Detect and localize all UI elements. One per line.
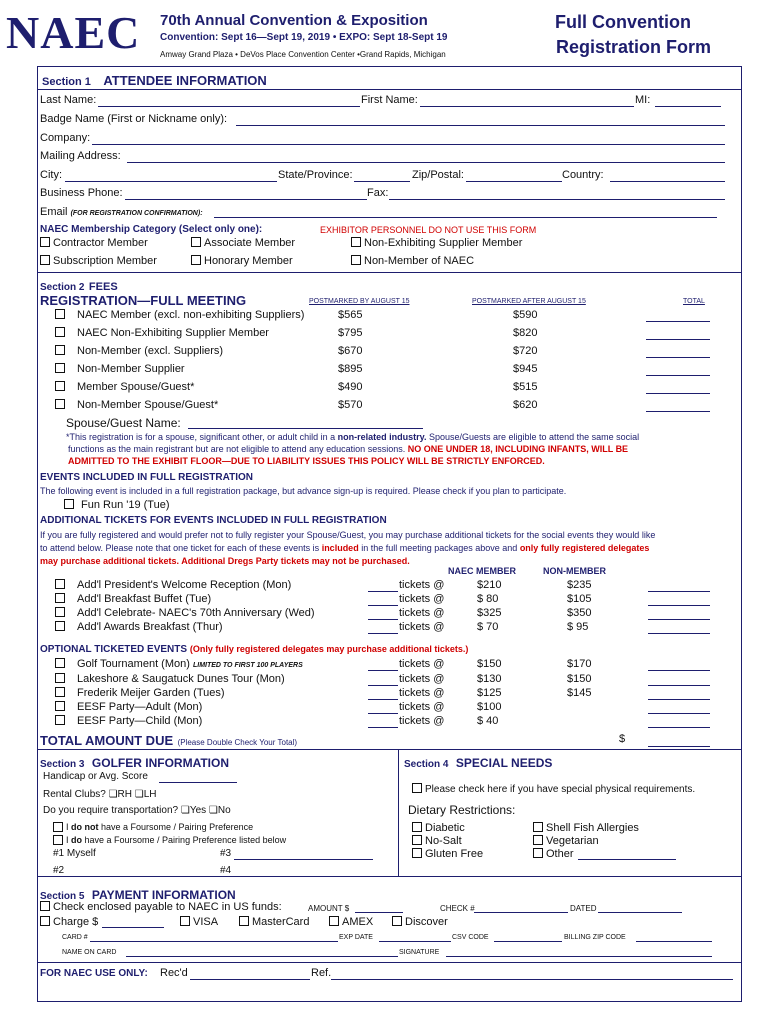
checkbox-icon[interactable] [351,237,361,247]
checkbox-icon[interactable] [180,916,190,926]
checkbox-icon[interactable] [55,309,65,319]
diabetic-option[interactable]: Diabetic [412,822,465,834]
mastercard-option[interactable]: MasterCard [239,916,309,928]
spouse-note-line3: ADMITTED TO THE EXHIBIT FLOOR—DUE TO LIABILITY ISSUES THIS POLICY WILL BE STRICTLY ENFORCED. [68,456,545,466]
dated-label: DATED [570,904,597,913]
tickets-at-label: tickets @ [399,607,445,619]
price-postmarked-after: $820 [513,327,538,339]
checkbox-icon[interactable] [55,658,65,668]
non-member-price: $105 [567,593,592,605]
check-number-field[interactable] [474,912,568,913]
registration-total-field[interactable] [646,411,710,412]
billing-zip-label: BILLING ZIP CODE [564,934,626,941]
registration-option-label: NAEC Member (excl. non-exhibiting Suppliers) [77,309,305,321]
member-price: $130 [477,673,502,685]
ticket-quantity-field[interactable] [368,633,398,634]
subscription-member-option[interactable]: Subscription Member [40,255,157,267]
exp-date-label: EXP DATE [339,934,373,941]
optional-event-label: Lakeshore & Saugatuck Dunes Tour (Mon) [77,673,285,685]
pairing-3-field[interactable] [234,859,373,860]
card-number-field[interactable] [90,941,338,942]
ticket-total-field[interactable] [648,619,710,620]
fax-field[interactable] [389,199,725,200]
pairing-4-label: #4 [220,865,232,876]
spouse-note-line2: functions as the main registrant but are not eligible to attend any education sessions. NO ONE UNDER 18, INCLUDING INFANTS, WILL BE [68,444,629,454]
section-divider [398,749,399,876]
checkbox-icon[interactable] [55,593,65,603]
registration-total-field[interactable] [646,321,710,322]
non-member-price: $ 95 [567,621,589,633]
checkbox-icon[interactable] [351,255,361,265]
registration-option[interactable] [55,381,194,393]
section5-heading: Section 5 PAYMENT INFORMATION [40,888,236,902]
office-use-rule [37,962,741,963]
checkbox-icon[interactable] [55,701,65,711]
reference-label: Ref. [311,967,332,979]
city-field[interactable] [65,181,277,182]
visa-option[interactable]: VISA [180,916,218,928]
zip-field[interactable] [466,181,562,182]
name-on-card-field[interactable] [126,956,398,957]
member-price: $ 80 [477,593,499,605]
vegetarian-option[interactable]: Vegetarian [533,835,599,847]
state-label: State/Province: [278,169,353,181]
contractor-member-option[interactable]: Contractor Member [40,237,148,249]
name-on-card-label: NAME ON CARD [62,949,117,956]
spouse-guest-name-label: Spouse/Guest Name: [66,416,181,430]
tickets-at-label: tickets @ [399,658,445,670]
registration-total-field[interactable] [646,375,710,376]
check-enclosed-option[interactable]: Check enclosed payable to NAEC in US funds: [40,901,282,913]
checkbox-icon[interactable] [239,916,249,926]
checkbox-icon[interactable] [55,715,65,725]
ticket-total-field[interactable] [648,713,710,714]
price-postmarked-after: $620 [513,399,538,411]
pairing-1-label: #1 Myself [53,848,96,859]
non-member-price: $150 [567,673,592,685]
registration-full-meeting-heading: REGISTRATION—FULL MEETING [40,293,247,308]
additional-ticket-option[interactable] [55,593,211,605]
registration-option[interactable] [55,327,269,339]
naec-logo: NAEC [6,7,141,58]
registration-total-field[interactable] [646,393,710,394]
member-price: $325 [477,607,502,619]
checkbox-icon[interactable] [55,607,65,617]
checkbox-icon[interactable] [533,835,543,845]
non-member-option[interactable]: Non-Member of NAEC [351,255,474,267]
section3-rule [37,749,741,750]
checkbox-icon[interactable] [191,255,201,265]
optional-event-option[interactable] [55,658,303,670]
registration-option-label: NAEC Non-Exhibiting Supplier Member [77,327,269,339]
country-field[interactable] [610,181,725,182]
pairing-3-label: #3 [220,848,232,859]
additional-ticket-label: Add'l President's Welcome Reception (Mon) [77,579,292,591]
convention-venue: Amway Grand Plaza • DeVos Place Convention Center •Grand Rapids, Michigan [160,50,446,59]
rental-clubs-option[interactable]: Rental Clubs? ❏RH ❏LH [43,789,157,800]
associate-member-option[interactable]: Associate Member [191,237,295,249]
membership-category-label: NAEC Membership Category (Select only one): [40,224,263,235]
registration-option-label: Non-Member Spouse/Guest* [77,399,219,411]
gluten-free-option[interactable]: Gluten Free [412,848,483,860]
registration-option[interactable] [55,345,223,357]
total-amount-field[interactable] [648,746,710,747]
member-price: $100 [477,701,502,713]
last-name-field[interactable] [98,106,360,107]
non-member-price: $235 [567,579,592,591]
checkbox-icon[interactable] [533,848,543,858]
business-phone-field[interactable] [125,199,367,200]
shellfish-option[interactable]: Shell Fish Allergies [533,822,639,834]
transportation-option[interactable]: Do you require transportation? ❏Yes ❏No [43,805,231,816]
tickets-at-label: tickets @ [399,715,445,727]
checkbox-icon[interactable] [55,381,65,391]
spouse-guest-name-field[interactable] [188,428,423,429]
member-price: $125 [477,687,502,699]
tickets-at-label: tickets @ [399,701,445,713]
tickets-at-label: tickets @ [399,621,445,633]
other-option[interactable]: Other [533,848,574,860]
optional-event-label: Frederik Meijer Garden (Tues) [77,687,225,699]
non-member-price: $170 [567,658,592,670]
country-label: Country: [562,169,604,181]
spouse-note-line1: *This registration is for a spouse, significant other, or adult child in a non-related industry. Spouse/Guests are eligible to attend the same social [66,432,640,442]
fun-run-option[interactable]: Fun Run '19 (Tue) [64,499,170,511]
registration-option[interactable] [55,363,185,375]
checkbox-icon[interactable] [533,822,543,832]
email-field[interactable] [214,217,717,218]
tickets-at-label: tickets @ [399,687,445,699]
naec-member-header: NAEC MEMBER [448,566,517,576]
checkbox-icon[interactable] [412,822,422,832]
amount-field[interactable] [355,912,403,913]
ticket-total-field[interactable] [648,727,710,728]
optional-event-option[interactable] [55,715,202,727]
checkbox-icon[interactable] [412,783,422,793]
section2-rule [37,272,741,273]
exhibitor-warning: EXHIBITOR PERSONNEL DO NOT USE THIS FORM [320,225,537,235]
exp-date-field[interactable] [379,941,451,942]
optional-event-label: Golf Tournament (Mon) LIMITED TO FIRST 100 PLAYERS [77,658,303,670]
price-postmarked-after: $720 [513,345,538,357]
ticket-total-field[interactable] [648,685,710,686]
mi-field[interactable] [655,106,721,107]
no-foursome-option[interactable]: I do not have a Foursome / Pairing Preference [53,822,253,833]
received-field[interactable] [190,979,310,980]
checkbox-icon[interactable] [64,499,74,509]
checkbox-icon[interactable] [53,835,63,845]
has-foursome-option[interactable]: I do have a Foursome / Pairing Preference listed below [53,835,286,846]
price-postmarked-by: $670 [338,345,363,357]
optional-event-option[interactable] [55,687,225,699]
price-postmarked-after: $945 [513,363,538,375]
ticket-quantity-field[interactable] [368,619,398,620]
checkbox-icon[interactable] [412,848,422,858]
additional-tickets-line1: If you are fully registered and would prefer not to fully register your Spouse/Guest, you may purchase additional tickets for the social events they would like [40,530,656,540]
ticket-quantity-field[interactable] [368,591,398,592]
first-name-field[interactable] [420,106,634,107]
other-field[interactable] [578,859,676,860]
tickets-at-label: tickets @ [399,579,445,591]
price-postmarked-by: $795 [338,327,363,339]
checkbox-icon[interactable] [40,255,50,265]
additional-ticket-label: Add'l Celebrate- NAEC's 70th Anniversary (Wed) [77,607,315,619]
mailing-address-field[interactable] [127,162,725,163]
total-dollar-sign: $ [619,733,626,745]
received-label: Rec'd [160,967,188,979]
dated-field[interactable] [598,912,682,913]
registration-total-field[interactable] [646,357,710,358]
additional-ticket-option[interactable] [55,579,291,591]
ticket-quantity-field[interactable] [368,670,398,671]
checkbox-icon[interactable] [55,579,65,589]
additional-ticket-option[interactable] [55,607,315,619]
office-use-label: FOR NAEC USE ONLY: [40,968,148,979]
section2-heading: Section 2 FEES [40,281,118,293]
registration-option-label: Non-Member Supplier [77,363,185,375]
registration-total-field[interactable] [646,339,710,340]
reference-field[interactable] [331,979,733,980]
section1-rule [37,89,741,90]
optional-events-heading: OPTIONAL TICKETED EVENTS (Only fully registered delegates may purchase additional tickets.) [40,644,469,655]
price-postmarked-after: $590 [513,309,538,321]
form-title-line2: Registration Form [556,37,712,57]
special-needs-option[interactable]: Please check here if you have special physical requirements. [412,784,695,795]
additional-tickets-line2: to attend below. Please note that one ticket for each of these events is included in the full meeting packages above and only fully registered delegates [40,543,650,553]
signature-label: SIGNATURE [399,949,440,956]
honorary-member-option[interactable]: Honorary Member [191,255,293,267]
ticket-total-field[interactable] [648,699,710,700]
charge-amount-field[interactable] [102,927,164,928]
zip-label: Zip/Postal: [412,169,464,181]
additional-ticket-label: Add'l Breakfast Buffet (Tue) [77,593,212,605]
non-exhibiting-supplier-option[interactable]: Non-Exhibiting Supplier Member [351,237,522,249]
badge-name-label: Badge Name (First or Nickname only): [40,113,228,125]
optional-event-label: EESF Party—Adult (Mon) [77,701,203,713]
amex-option[interactable]: AMEX [329,916,373,928]
member-price: $150 [477,658,502,670]
handicap-label: Handicap or Avg. Score [43,771,148,782]
member-price: $210 [477,579,502,591]
ticket-total-field[interactable] [648,670,710,671]
section3-heading: Section 3 GOLFER INFORMATION [40,756,230,770]
company-label: Company: [40,132,91,144]
checkbox-icon[interactable] [55,327,65,337]
first-name-label: First Name: [361,94,418,106]
price-postmarked-by: $895 [338,363,363,375]
business-phone-label: Business Phone: [40,187,123,199]
total-amount-due: TOTAL AMOUNT DUE (Please Double Check Your Total) [40,733,298,748]
tickets-at-label: tickets @ [399,593,445,605]
registration-option-label: Member Spouse/Guest* [77,381,195,393]
discover-option[interactable]: Discover [392,916,448,928]
ticket-total-field[interactable] [648,605,710,606]
events-included-heading: EVENTS INCLUDED IN FULL REGISTRATION [40,472,253,483]
postmarked-by-header: POSTMARKED BY AUGUST 15 [309,298,410,305]
mi-label: MI: [635,94,651,106]
checkbox-icon[interactable] [329,916,339,926]
convention-dates: Convention: Sept 16—Sept 19, 2019 • EXPO: Sept 18-Sept 19 [160,32,448,43]
total-header: TOTAL [683,298,705,305]
checkbox-icon[interactable] [392,916,402,926]
non-member-price: $350 [567,607,592,619]
fax-label: Fax: [367,187,389,199]
price-postmarked-after: $515 [513,381,538,393]
last-name-label: Last Name: [40,94,97,106]
registration-option-label: Non-Member (excl. Suppliers) [77,345,224,357]
charge-option[interactable]: Charge $ [40,916,98,928]
ticket-quantity-field[interactable] [368,727,398,728]
checkbox-icon[interactable] [55,363,65,373]
email-label: Email (FOR REGISTRATION CONFIRMATION): [40,206,203,218]
no-salt-option[interactable]: No-Salt [412,835,462,847]
additional-ticket-option[interactable] [55,621,223,633]
mailing-address-label: Mailing Address: [40,150,121,162]
non-member-price: $145 [567,687,592,699]
price-postmarked-by: $565 [338,309,363,321]
billing-zip-field[interactable] [636,941,712,942]
additional-ticket-label: Add'l Awards Breakfast (Thur) [77,621,223,633]
additional-tickets-heading: ADDITIONAL TICKETS FOR EVENTS INCLUDED IN FULL REGISTRATION [40,515,387,526]
checkbox-icon[interactable] [55,687,65,697]
csv-code-label: CSV CODE [452,934,489,941]
tickets-at-label: tickets @ [399,673,445,685]
postmarked-after-header: POSTMARKED AFTER AUGUST 15 [472,298,586,305]
ticket-total-field[interactable] [648,633,710,634]
price-postmarked-by: $570 [338,399,363,411]
form-title-line1: Full Convention [555,12,691,32]
city-label: City: [40,169,62,181]
section5-rule [37,876,741,877]
signature-field[interactable] [446,956,712,957]
checkbox-icon[interactable] [55,621,65,631]
state-field[interactable] [354,181,410,182]
pairing-2-label: #2 [53,865,65,876]
non-member-header: NON-MEMBER [543,566,606,576]
checkbox-icon[interactable] [55,345,65,355]
dietary-restrictions-label: Dietary Restrictions: [408,803,516,817]
registration-option[interactable] [55,309,304,321]
optional-event-label: EESF Party—Child (Mon) [77,715,203,727]
convention-title: 70th Annual Convention & Exposition [160,12,428,29]
events-included-description: The following event is included in a full registration package, but advance sign-up is required. Please check if you plan to participate. [40,486,567,496]
ticket-quantity-field[interactable] [368,699,398,700]
additional-tickets-line3: may purchase additional tickets. Additional Dregs Party tickets may not be purchased. [40,556,410,566]
card-number-label: CARD # [62,934,88,941]
checkbox-icon[interactable] [412,835,422,845]
section1-heading: Section 1 ATTENDEE INFORMATION [42,73,267,88]
ticket-quantity-field[interactable] [368,605,398,606]
registration-option[interactable] [55,399,218,411]
company-field[interactable] [92,144,725,145]
handicap-field[interactable] [159,782,237,783]
checkbox-icon[interactable] [55,673,65,683]
amount-label: AMOUNT $ [308,904,350,913]
checkbox-icon[interactable] [40,237,50,247]
ticket-total-field[interactable] [648,591,710,592]
checkbox-icon[interactable] [55,399,65,409]
checkbox-icon[interactable] [40,901,50,911]
member-price: $ 40 [477,715,499,727]
badge-name-field[interactable] [236,125,725,126]
section4-heading: Section 4 SPECIAL NEEDS [404,756,553,770]
csv-code-field[interactable] [494,941,562,942]
checkbox-icon[interactable] [53,822,63,832]
ticket-quantity-field[interactable] [368,713,398,714]
checkbox-icon[interactable] [40,916,50,926]
optional-event-option[interactable] [55,701,202,713]
ticket-quantity-field[interactable] [368,685,398,686]
checkbox-icon[interactable] [191,237,201,247]
price-postmarked-by: $490 [338,381,363,393]
check-number-label: CHECK # [440,904,475,913]
member-price: $ 70 [477,621,499,633]
optional-event-option[interactable] [55,673,285,685]
